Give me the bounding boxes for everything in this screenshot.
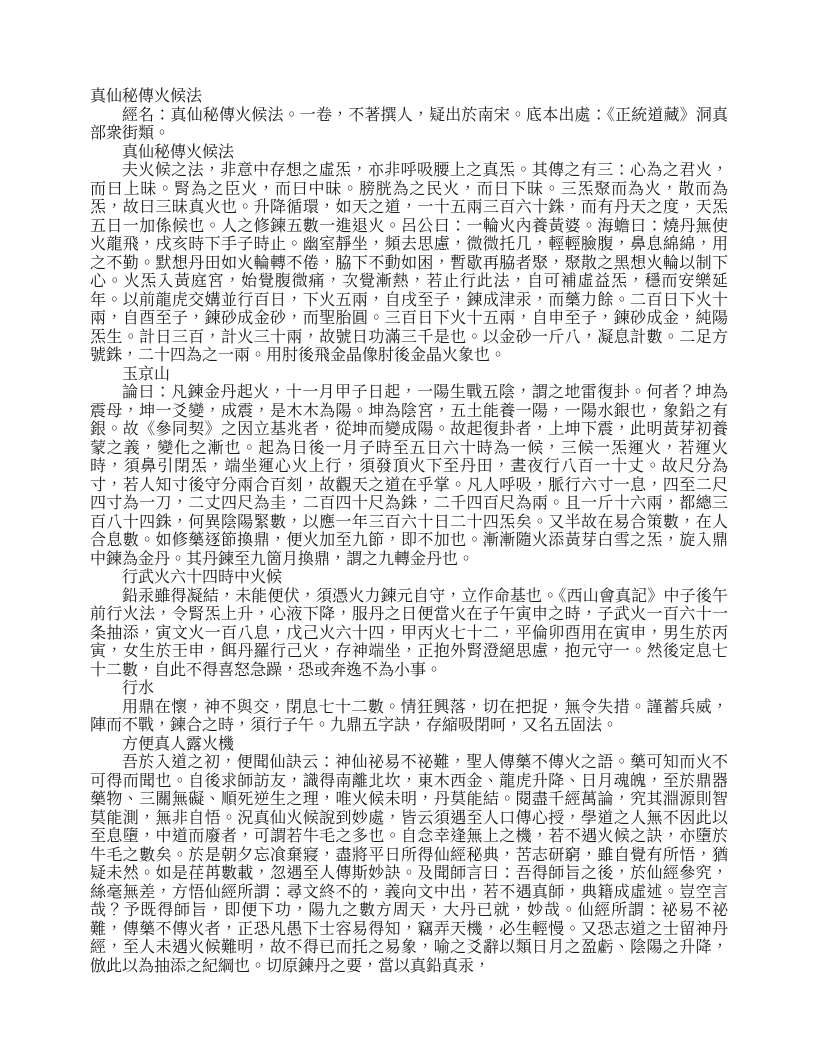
section-heading-yujingshan: 玉京山 xyxy=(122,365,171,383)
paragraph-three-fires: 夫火候之法，非意中存想之虛炁，亦非呼吸腰上之真炁。其傳之有三：心為之君火，而曰上昧。腎為之臣火，而曰中昧。膀胱為之民火，而日下昧。三炁聚而為火，散而為炁，故曰三昧真火也。升降循環，如天之道，一十五兩三百六十銖，而有丹天之度，天炁五日一加係候也。人之修鍊五數一進退火。呂公曰：一輪火內養黃婆。海蟾曰：燒丹無使火龍飛，戌亥時下手子時止。幽室靜坐，頻去思慮，微微托几，輕輕臉腹，鼻息綿綿，用之不勤。默想丹田如火輪轉不倦，脇下不動如困，暫歇再脇者聚，聚散之黑想火輪以制下心。火炁入黃庭宮，始覺腹微痛，次覺漸熱，若止行此法，自可補虛益炁，穩而安樂延年。以前龍虎交媾並行百日，下火五兩，自戌至子，鍊成津汞，而藥力餘。二百日下火十兩，自酉至子，鍊砂成金砂，而聖胎圓。三百日下火十五兩，自申至子，鍊砂成金，純陽炁生。計日三百，計火三十兩，故號日功滿三千是也。以金砂一斤八，凝息計數。二足方號銖，二十四為之一兩。用肘後飛金晶像肘後金晶火象也。 xyxy=(90,162,728,364)
inner-title: 真仙秘傳火候法 xyxy=(122,143,235,161)
section-heading-wuhuo: 行武火六十四時中火候 xyxy=(122,569,283,586)
paragraph-xingshui: 用鼎在懷，神不與交，閉息七十二數。情狂興落，切在把捉，無令失措。謹蓄兵威，陣而不戰，鍊合之時，須行子午。九鼎五字訣，存縮吸閉呵，又名五固法。 xyxy=(90,698,728,734)
section-heading-fangbian: 方便真人露火機 xyxy=(122,735,235,753)
colophon: 經名：真仙秘傳火候法。一卷，不著撰人，疑出於南宋。底本出處：《正統道藏》洞真部衆街類。 xyxy=(90,106,728,142)
paragraph-fangbian: 吾於入道之初，便聞仙訣云：神仙祕易不祕難，聖人傳藥不傳火之語。藥可知而火不可得而聞也。自後求師訪友，識得南離北坎，東木西金、龍虎升降、日月魂魄，至於鼎器藥物、三關無礙、順死逆生之理，唯火候未明，丹莫能結。閱盡千經萬論，究其淵源則智莫能測，無非自悟。況真仙火候說到妙處，皆云須遇至人口傳心授，學道之人無不因此以至息墮，中道而廢者，可謂若牛毛之多也。自念幸逢無上之機，若不遇火候之訣，亦墮於牛毛之數矣。於是朝夕忘飡棄寢，盡將平日所得仙經秘典，苦志研窮，雖自覺有所悟，猶疑未然。如是荏苒數載，忽遇至人傳斯妙訣。及聞師言曰：吾得師旨之後，於仙經參究，絲毫無差，方悟仙經所謂：尋文終不的，義向文中出，若不遇真師，典籍成虛述。豈空言哉？予既得師旨，即便下功，陽九之數方周天，大丹已就，妙哉。仙經所謂：祕易不祕難，傳藥不傳火者，正恐凡愚下士容易得知，竊弄天機，必生輕慢。又恐志道之士留神丹經，至人未遇火候難明，故不得已而托之易象，喻之爻辭以類日月之盈虧、陰陽之升降，倣此以為抽添之紀綱也。切原鍊丹之要，當以真鉛真汞， xyxy=(90,754,728,975)
doc-title: 真仙秘傳火候法 xyxy=(90,88,203,105)
section-heading-xingshui: 行水 xyxy=(122,680,155,697)
text-content xyxy=(90,88,728,976)
paragraph-wuhuo: 鉛汞雖得凝結，未能便伏，須憑火力鍊元自守，立作命基也。《西山會真記》中子後午前行火法，令腎炁上升，心液下降，服丹之日便當火在子午寅申之時，子武火一百六十一条抽添，寅文火一百八息，戊己火六十四，甲丙火七十二，平倫卯酉用在寅申，男生於丙寅，女生於壬申，餌丹羅行己火，存神端坐，正抱外腎澄絕思慮，抱元守一。然後定息七十二數，自此不得喜怒急躁，恐或奔逸不為小事。 xyxy=(90,587,728,679)
paragraph-yujingshan: 論曰：凡鍊金丹起火，十一月甲子日起，一陽生戰五陰，謂之地雷復卦。何者？坤為震母，坤一爻變，成震，是木木為陽。坤為陰宮，五土能養一陽，一陽水銀也，象鉛之有銀。故《參同契》之因立基兆者，從坤而變成陽。故起復卦者，上坤下震，此明黃芽初養蒙之義，變化之漸也。起為日後一月子時至五日六十時為一候，三候一炁運火，若運火時，須鼻引閉炁，端坐運心火上行，須發頂火下至丹田，晝夜行八百一十丈。故尺分為寸，若人知寸後守分兩合百刻，故觀天之道在乎掌。凡人呼吸，脈行六寸一息，四至二尺四寸為一刀，二丈四尺為圭，二百四十尺為銖，二千四百尺為兩。且一斤十六兩，都總三百八十四銖，何異陰陽緊數，以應一年三百六十日二十四炁矣。又半故在易合策數，在人合息數。如修藥逐節換鼎，便火加至九節，即不加也。漸漸隨火添黃芽白雪之炁，旋入鼎中鍊為金丹。其丹鍊至九箇月換鼎，謂之九轉金丹也。 xyxy=(90,384,728,568)
